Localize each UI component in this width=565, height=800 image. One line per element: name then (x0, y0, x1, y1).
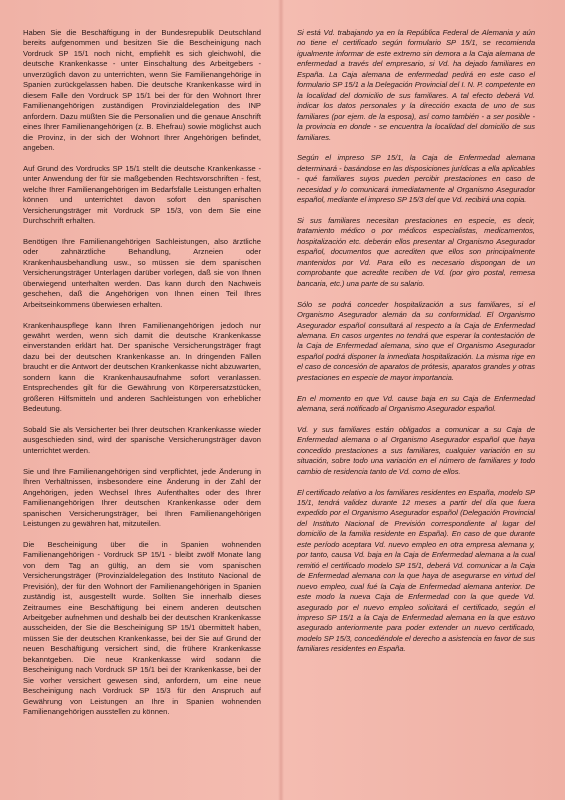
spanish-paragraph-2: Según el impreso SP 15/1, la Caja de Enfermedad alemana determinará - basándose en las disposiciones jurídicas a ella aplicables - qué familiares suyos pueden percibir prestaciones en caso de necesidad y lo comunicará inmediatamente al Organismo Asegurador español, mediante el impreso SP 15/3 del que Vd. recibirá una copia. (297, 153, 535, 205)
german-paragraph-1: Haben Sie die Beschäftigung in der Bundesrepublik Deutschland bereits aufgenommen und besitzen Sie die Bescheinigung nach Vordruck SP 15/1 noch nicht, empfiehlt es sich gleichwohl, die deutsche Krankenkasse - unter Einschaltung des Arbeitgebers - unverzüglich davon zu unterrichten, wenn Sie Familienangehörige in Spanien zurückgelassen haben. Die deutsche Krankenkasse wird in diesem Falle den Vordruck SP 15/1 bei der für den Wohnort Ihrer Familienangehörigen zuständigen Provinzialdelegation des INP anfordern. Dazu müßten Sie die Personalien und die genaue Anschrift eines Ihrer Familienangehörigen (z. B. Ehefrau) sowie möglichst auch die Provinz, in der sich der Wohnort Ihrer Angehörigen befindet, angeben. (23, 28, 261, 152)
german-paragraph-6: Sie und Ihre Familienangehörigen sind verpflichtet, jede Änderung in Ihren Verhältnissen, insbesondere eine Änderung in der Zahl der Angehörigen, jeden Wechsel Ihres Aufenthaltes oder des Ihrer Familienangehörigen Ihrer deutschen Krankenkasse oder dem spanischen Versicherungsträger, bei Ihren Familienangehörigen Leistungen zu gewähren hat, mitzuteilen. (23, 466, 261, 528)
german-paragraph-2: Auf Grund des Vordrucks SP 15/1 stellt die deutsche Krankenkasse - unter Anwendung der für sie maßgebenden Rechtsvorschriften - fest, welche Ihrer Familienangehörigen im Bedarfsfalle Leistungen erhalten können und unterrichtet davon sofort den spanischen Versicherungsträger mit Vordruck SP 15/3, von dem Sie eine Durchschrift erhalten. (23, 163, 261, 226)
spanish-paragraph-3: Si sus familiares necesitan prestaciones en especie, es decir, tratamiento médico o por médicos especialistas, medicamentos, hospitalización etc. deberán ellos presentar al Organismo Asegurador español, documentos que acrediten que ellos son principalmente mantenidos por Vd. Para ello es necesario dispongan de un comprobante que acredite reciben de Vd. (por giro postal, remesa bancaria, etc.) una parte de su salario. (297, 216, 535, 288)
spanish-paragraph-1: Si está Vd. trabajando ya en la República Federal de Alemania y aún no tiene el certificado según formulario SP 15/1, se recomienda igualmente informar de este extremo sin demora a la Caja alemana de enfermedad a través del empresario, si Vd. ha dejado familiares en España. La Caja alemana de enfermedad pedirá en este caso el formulario SP 15/1 a la Delegación Provincial del I. N. P. competente en la localidad del domicilio de sus familiares. A tal efecto deberá Vd. indicar los datos personales y la dirección exacta de uno de sus familiares (por ejem. de la esposa), así como también - a ser posible - la provincia en donde - se encuentra la localidad del domicilio de sus familiares. (297, 28, 535, 142)
spanish-column (297, 28, 535, 665)
german-paragraph-4: Krankenhauspflege kann Ihren Familienangehörigen jedoch nur gewährt werden, wenn sich damit die deutsche Krankenkasse einverstanden erklärt hat. Der spanische Versicherungsträger fragt dazu bei der deutschen Krankenkasse an. In dringenden Fällen braucht er die Antwort der deutschen Krankenkasse nicht abzuwarten, sondern kann die Krankenhausaufnahme sofort veranlassen. Entsprechendes gilt für die Gewährung von Körperersatzstücken, größeren Hilfsmitteln und anderen Sachleistungen von erheblicher Bedeutung. (23, 320, 261, 414)
german-paragraph-7: Die Bescheinigung über die in Spanien wohnenden Familienangehörigen - Vordruck SP 15/1 - bleibt zwölf Monate lang von dem Tag an gültig, an dem sie vom spanischen Versicherungsträger (Provinzialdelegation des Instituto Nacional de Previsión), der für den Wohnort der Familienangehörigen in Spanien zuständig ist, ausgestellt wurde. Sollten Sie innerhalb dieses Zeitraumes eine Beschäftigung bei einem anderen deutschen Arbeitgeber aufnehmen und deshalb bei der deutschen Krankenkasse ausscheiden, der Sie die Bescheinigung SP 15/1 übermittelt haben, müssen Sie der deutschen Krankenkasse, bei der Sie auf Grund der neuen Beschäftigung versichert sind, die frühere Krankenkasse bekanntgeben. Die neue Krankenkasse wird sodann die Bescheinigung nach Vordruck SP 15/1 bei der Krankenkasse, bei der Sie vorher versichert gewesen sind, anfordern, um eine neue Bescheinigung nach Vordruck SP 15/3 für den Anspruch auf Gewährung von Leistungen an Ihre in Spanien wohnenden Familienangehörigen ausstellen zu können. (23, 539, 261, 717)
german-column (23, 28, 261, 728)
spanish-paragraph-6: Vd. y sus familiares están obligados a comunicar a su Caja de Enfermedad alemana o al Organismo Asegurador español que haya concedido prestaciones a sus familiares, cualquier variación en su situación, sobre todo una variación en el número de familiares y todo cambio de residencia tanto de Vd. como de ellos. (297, 424, 535, 476)
german-paragraph-3: Benötigen Ihre Familienangehörigen Sachleistungen, also ärztliche oder zahnärztliche Behandlung, Arzneien oder Krankenhausbehandlung usw., so müssen sie dem spanischen Versicherungsträger Unterlagen darüber vorlegen, daß sie von Ihnen überwiegend unterhalten werden. Das kann durch den Nachweis geschehen, daß die Angehörigen von Ihnen einen Teil Ihres Arbeitseinkommens überwiesen erhalten. (23, 236, 261, 309)
german-paragraph-5: Sobald Sie als Versicherter bei Ihrer deutschen Krankenkasse wieder ausgeschieden sind, wird der spanische Versicherungsträger davon unterrichtet werden. (23, 424, 261, 455)
spanish-paragraph-7: El certificado relativo a los familiares residentes en España, modelo SP 15/1, tendrá validez durante 12 meses a partir del día que fuera expedido por el Organismo Asegurador español (Delegación Provincial del Instituto Nacional de Previsión correspondiente al lugar del domicilio de la familia residente en España). En caso de que durante este período aceptara Vd. nuevo empleo en otra empresa alemana y, por tanto, causa Vd. baja en la Caja de Enfermedad alemana a la cual remitió el certificado modelo SP 15/1, deberá Vd. comunicar a la Caja de Enfermedad alemana con la que haya de asegurarse en virtud del nuevo empleo, cual fué la Caja de Enfermedad alemana anterior. De este modo la nueva Caja de Enfermedad con la que quede Vd. asegurado por el nuevo empleo solicitará el certificado, según el impreso SP 15/1 a la Caja de Enfermedad alemana en la que estuvo asegurado anteriormente para poder extender un nuevo certificado, modelo SP 15/3, concediéndole el derecho a asistencia en favor de sus familiares residentes en España. (297, 487, 535, 654)
spanish-paragraph-4: Sólo se podrá conceder hospitalización a sus familiares, si el Organismo Asegurador alemán da su conformidad. El Organismo Asegurador español consultará al respecto a la Caja de Enfermedad alemana. En casos urgentes no tendrá que esperar la contestación de la Caja de Enfermedad alemana, sino que el Organismo Asegurador español podrá disponer la inmediata hospitalización. La misma rige en el caso de concesión de aparatos de prótesis, aparatos grandes y otras prestaciones en especie de mayor importancia. (297, 299, 535, 382)
spanish-paragraph-5: En el momento en que Vd. cause baja en su Caja de Enfermedad alemana, será notificado al Organismo Asegurador español. (297, 393, 535, 414)
page-fold (278, 0, 284, 800)
